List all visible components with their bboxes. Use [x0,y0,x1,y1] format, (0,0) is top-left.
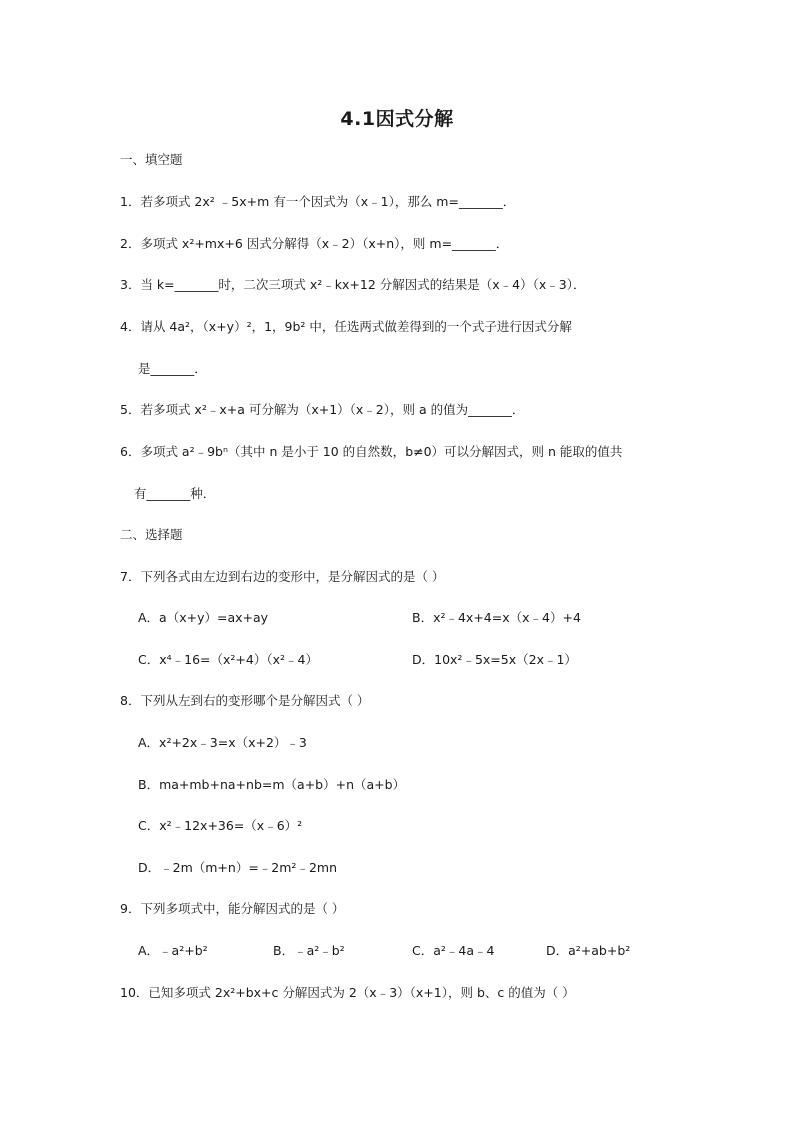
question-7-option-b: B．x²﹣4x+4=x（x﹣4）+4 [412,610,581,625]
question-9-option-b: B．﹣a²﹣b² [273,943,345,958]
question-1: 1．若多项式 2x² ﹣5x+m 有一个因式为（x﹣1），那么 m=_______． [120,194,516,209]
section-heading-fill-in: 一、填空题 [120,152,183,167]
question-7: 7．下列各式由左边到右边的变形中，是分解因式的是（ ） [120,569,445,584]
question-7-option-d: D．10x²﹣5x=5x（2x﹣1） [412,652,577,667]
question-6-line-2: 有_______种． [134,486,216,501]
section-heading-choice: 二、选择题 [120,527,183,542]
question-3: 3．当 k=_______时，二次三项式 x²﹣kx+12 分解因式的结果是（x﹣4）（x﹣3）． [120,277,586,292]
question-9-option-c: C．a²﹣4a﹣4 [412,943,495,958]
question-8-option-b: B．ma+mb+na+nb=m（a+b）+n（a+b） [138,777,406,792]
question-6-line-1: 6．多项式 a²﹣9bⁿ（其中 n 是小于 10 的自然数，b≠0）可以分解因式，则 n 能取的值共 [120,444,623,459]
question-7-option-a: A．a（x+y）=ax+ay [138,610,269,625]
question-9-option-d: D．a²+ab+b² [546,943,631,958]
question-9: 9．下列多项式中，能分解因式的是（ ） [120,901,345,916]
question-10: 10．已知多项式 2x²+bx+c 分解因式为 2（x﹣3）（x+1），则 b、c 的值为（ ） [120,985,575,1000]
question-8-option-d: D．﹣2m（m+n）=﹣2m²﹣2mn [138,860,337,875]
question-8-option-c: C．x²﹣12x+36=（x﹣6）² [138,818,303,833]
question-4-line-2: 是_______． [138,361,207,376]
question-2: 2．多项式 x²+mx+6 因式分解得（x﹣2）（x+n），则 m=_______． [120,236,509,251]
question-5: 5．若多项式 x²﹣x+a 可分解为（x+1）（x﹣2），则 a 的值为_______． [120,402,525,417]
question-8-option-a: A．x²+2x﹣3=x（x+2）﹣3 [138,735,307,750]
question-4-line-1: 4．请从 4a²，（x+y）²，1，9b² 中，任选两式做差得到的一个式子进行因式分解 [120,319,572,334]
question-9-option-a: A．﹣a²+b² [138,943,208,958]
question-7-option-c: C．x⁴﹣16=（x²+4）（x²﹣4） [138,652,318,667]
page-title: 4.1因式分解 [340,108,454,130]
question-8: 8．下列从左到右的变形哪个是分解因式（ ） [120,693,370,708]
